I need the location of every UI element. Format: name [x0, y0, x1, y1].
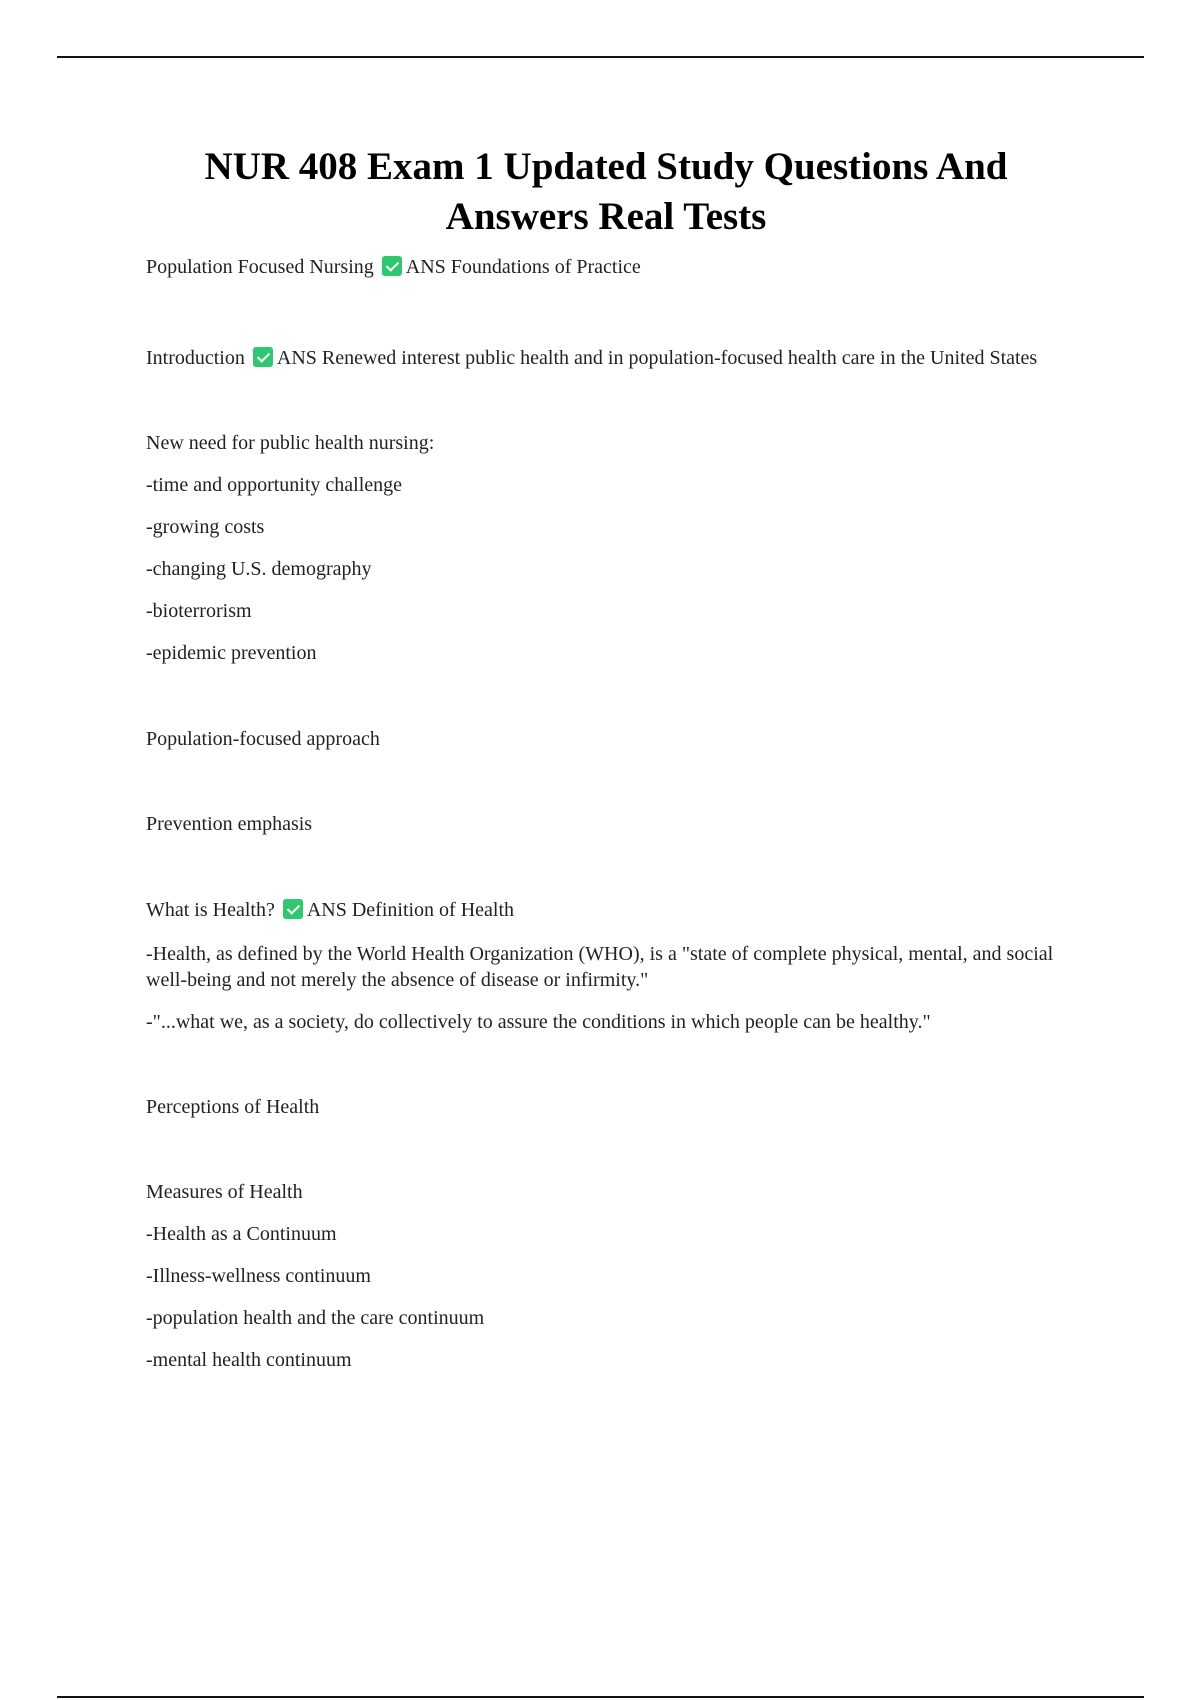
- list-item: -time and opportunity challenge: [146, 474, 403, 496]
- definition-text: -Health, as defined by the World Health Organization (WHO), is a "state of complete physical, mental, and social well-being and not merely the absence of disease or infirmity.": [146, 943, 1054, 991]
- list-item: -changing U.S. demography: [146, 558, 372, 580]
- list-item: -Health as a Continuum: [146, 1223, 337, 1245]
- list-item: -bioterrorism: [146, 600, 252, 622]
- text-line: Measures of Health: [146, 1181, 303, 1203]
- list-item: -growing costs: [146, 516, 265, 538]
- list-item: -epidemic prevention: [146, 642, 317, 664]
- list-item: -population health and the care continuum: [146, 1307, 485, 1329]
- document-title: NUR 408 Exam 1 Updated Study Questions And Answers Real Tests: [204, 145, 1008, 238]
- text-line: Population-focused approach: [146, 728, 380, 750]
- qa-item: [146, 897, 1066, 923]
- list-item: -mental health continuum: [146, 1349, 352, 1371]
- question-text: Introduction: [146, 347, 245, 369]
- qa-item: [146, 254, 1066, 280]
- list-item: -Illness-wellness continuum: [146, 1265, 371, 1287]
- bottom-rule: [57, 1696, 1144, 1698]
- definition-text: -"...what we, as a society, do collectively to assure the conditions in which people can be healthy.": [146, 1011, 931, 1033]
- answer-text: ANS Definition of Health: [306, 899, 515, 921]
- check-mark-icon: [382, 256, 402, 276]
- check-mark-icon: [253, 347, 273, 367]
- question-text: Population Focused Nursing: [146, 256, 374, 278]
- qa-item: [146, 345, 1066, 371]
- check-mark-icon: [283, 899, 303, 919]
- answer-text: ANS Foundations of Practice: [405, 256, 641, 278]
- question-text: What is Health?: [146, 899, 275, 921]
- text-line: Perceptions of Health: [146, 1096, 320, 1118]
- top-rule: [57, 56, 1144, 58]
- document-body: [146, 142, 1066, 1373]
- answer-text: ANS Renewed interest public health and in population-focused health care in the United States: [276, 347, 1038, 369]
- text-line: Prevention emphasis: [146, 813, 313, 835]
- text-line: New need for public health nursing:: [146, 432, 435, 454]
